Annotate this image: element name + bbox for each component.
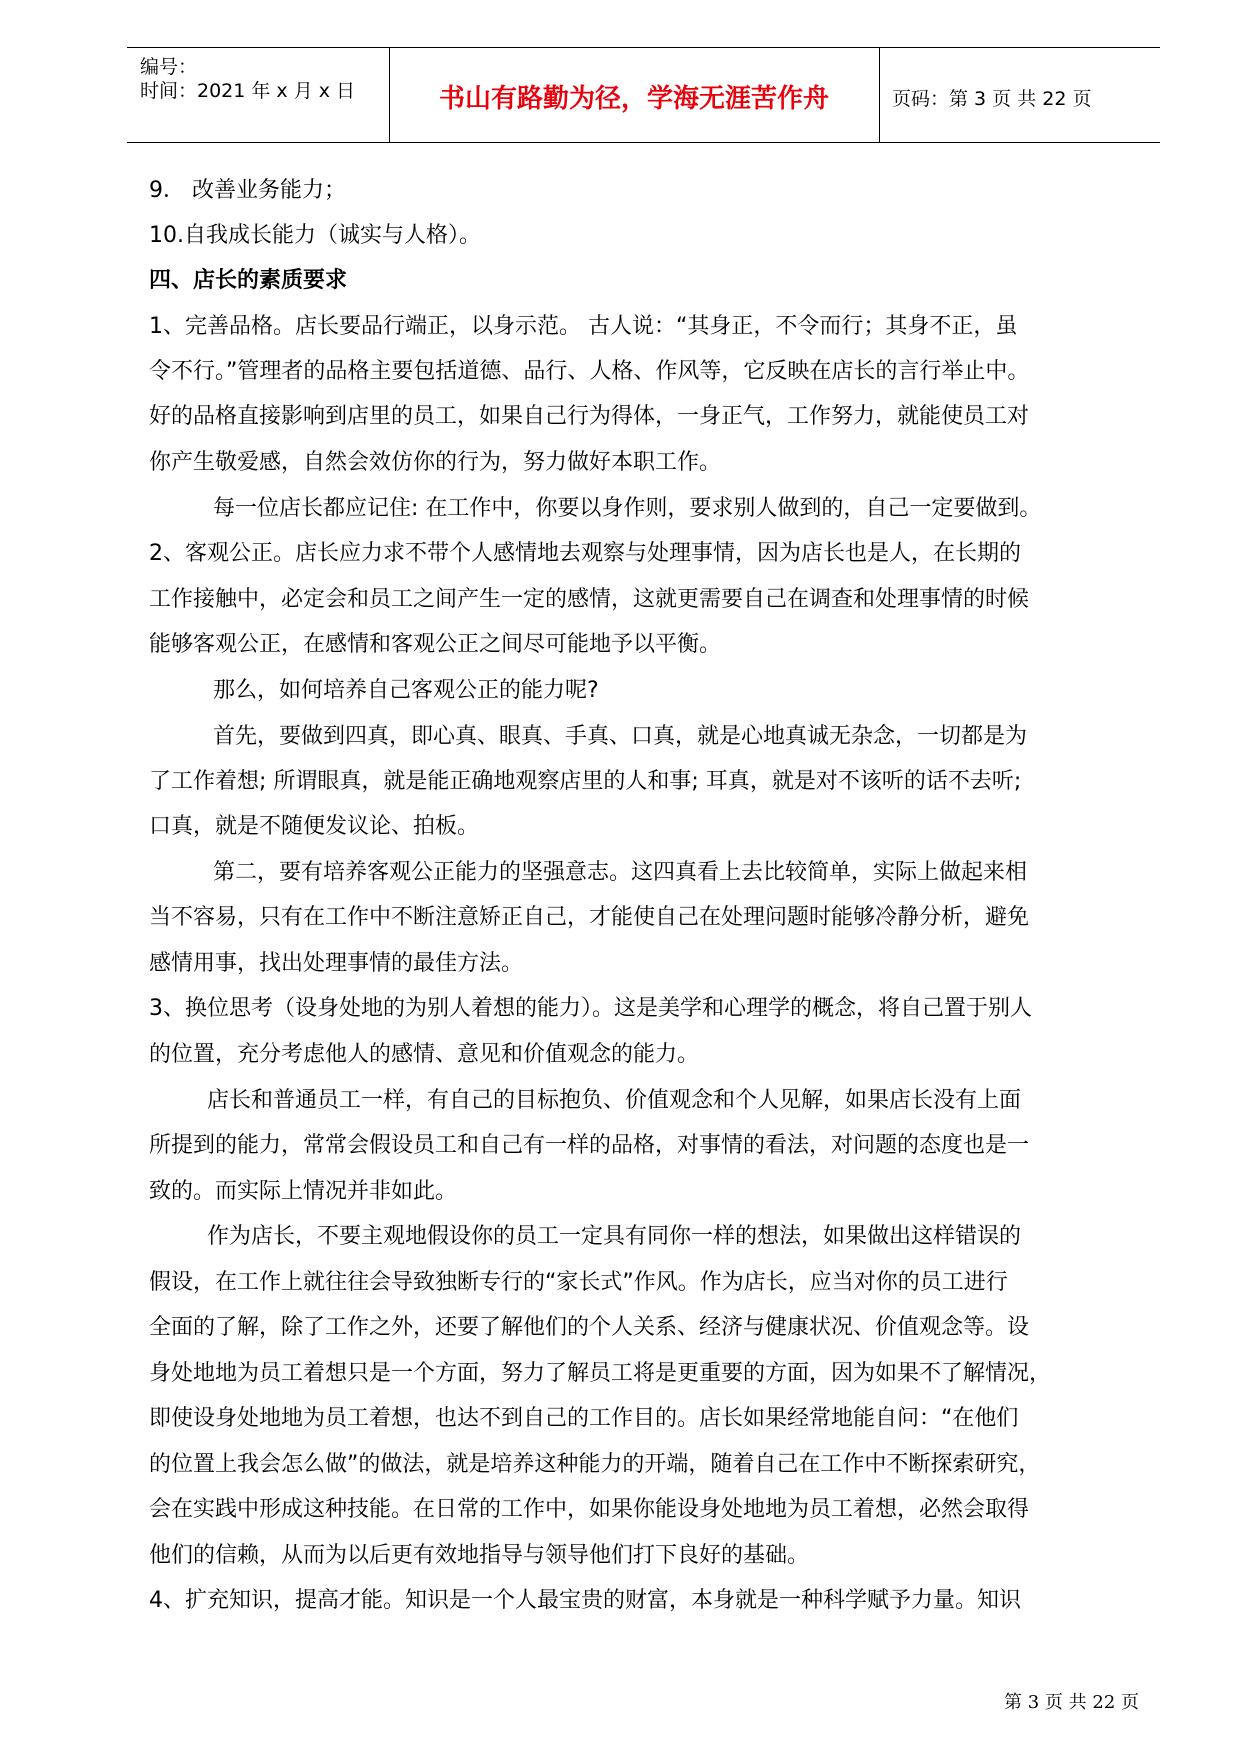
body-line: 所提到的能力，常常会假设员工和自己有一样的品格，对事情的看法，对问题的态度也是一	[149, 1133, 1030, 1158]
body-line: 了工作着想; 所谓眼真，就是能正确地观察店里的人和事; 耳真，就是对不该听的话不去听;	[149, 769, 1022, 794]
body-line: 当不容易，只有在工作中不断注意矫正自己，才能使自己在处理问题时能够冷静分析，避免	[149, 905, 1030, 930]
body-line: 即使设身处地地为员工着想，也达不到自己的工作目的。店长如果经常地能自问：“在他们	[149, 1406, 1019, 1431]
number-label: 编号：	[140, 56, 198, 78]
body-line: 能够客观公正，在感情和客观公正之间尽可能地予以平衡。	[149, 632, 722, 657]
header-left-cell	[127, 48, 390, 142]
body-line: 每一位店长都应记住: 在工作中，你要以身作则，要求别人做到的，自己一定要做到。	[213, 496, 1042, 521]
body-line: 你产生敬爱感，自然会效仿你的行为，努力做好本职工作。	[149, 450, 722, 475]
motto: 书山有路勤为径，学海无涯苦作舟	[438, 84, 829, 114]
body-line: 那么，如何培养自己客观公正的能力呢?	[213, 678, 599, 703]
header-page-cell	[880, 48, 1160, 142]
body-line: 全面的了解，除了工作之外，还要了解他们的个人关系、经济与健康状况、价值观念等。设	[149, 1315, 1030, 1340]
body-line: 会在实践中形成这种技能。在日常的工作中，如果你能设身处地地为员工着想，必然会取得	[149, 1497, 1030, 1522]
body-line: 的位置上我会怎么做”的做法，就是培养这种能力的开端，随着自己在工作中不断探索研究，	[149, 1452, 1041, 1477]
body-line: 口真，就是不随便发议论、拍板。	[149, 814, 480, 839]
body-line: 店长和普通员工一样，有自己的目标抱负、价值观念和个人见解，如果店长没有上面	[207, 1088, 1022, 1113]
body-line: 首先，要做到四真，即心真、眼真、手真、口真，就是心地真诚无杂念，一切都是为	[213, 724, 1028, 749]
header-motto-cell	[389, 48, 880, 142]
section-heading: 四、店长的素质要求	[149, 268, 348, 293]
body-line: 致的。而实际上情况并非如此。	[149, 1179, 458, 1204]
body-line: 好的品格直接影响到店里的员工，如果自己行为得体，一身正气，工作努力，就能使员工对	[149, 404, 1030, 429]
body-line: 10.自我成长能力（诚实与人格）。	[149, 223, 481, 248]
body-line: 感情用事，找出处理事情的最佳方法。	[149, 951, 524, 976]
body-line: 3、换位思考（设身处地的为别人着想的能力）。这是美学和心理学的概念，将自己置于别人	[149, 996, 1033, 1021]
body-line: 他们的信赖，从而为以后更有效地指导与领导他们打下良好的基础。	[149, 1543, 810, 1568]
body-line: 工作接触中，必定会和员工之间产生一定的感情，这就更需要自己在调查和处理事情的时候	[149, 587, 1030, 612]
body-line: 令不行。”管理者的品格主要包括道德、品行、人格、作风等，它反映在店长的言行举止中。	[149, 359, 1030, 384]
body-line: 身处地地为员工着想只是一个方面，努力了解员工将是更重要的方面，因为如果不了解情况，	[149, 1361, 1052, 1386]
body-line: 1、完善品格。店长要品行端正，以身示范。 古人说：“其身正，不令而行；其身不正，虽	[149, 314, 1018, 339]
time-label: 时间：2021 年 x 月 x 日	[140, 80, 356, 102]
body-line: 2、客观公正。店长应力求不带个人感情地去观察与处理事情，因为店长也是人，在长期的	[149, 541, 1022, 566]
body-line: 作为店长，不要主观地假设你的员工一定具有同你一样的想法，如果做出这样错误的	[207, 1224, 1022, 1249]
body-line: 第二，要有培养客观公正能力的坚强意志。这四真看上去比较简单，实际上做起来相	[213, 860, 1028, 885]
body-line: 4、扩充知识，提高才能。知识是一个人最宝贵的财富，本身就是一种科学赋予力量。知识	[149, 1588, 1022, 1613]
page-footer: 第 3 页 共 22 页	[1004, 1692, 1139, 1713]
body-line: 9． 改善业务能力；	[149, 178, 346, 203]
body-line: 的位置，充分考虑他人的感情、意见和价值观念的能力。	[149, 1042, 700, 1067]
body-line: 假设，在工作上就往往会导致独断专行的“家长式”作风。作为店长，应当对你的员工进行	[149, 1270, 1008, 1295]
page-code: 页码：第 3 页 共 22 页	[892, 88, 1092, 110]
page-header	[127, 47, 1160, 143]
